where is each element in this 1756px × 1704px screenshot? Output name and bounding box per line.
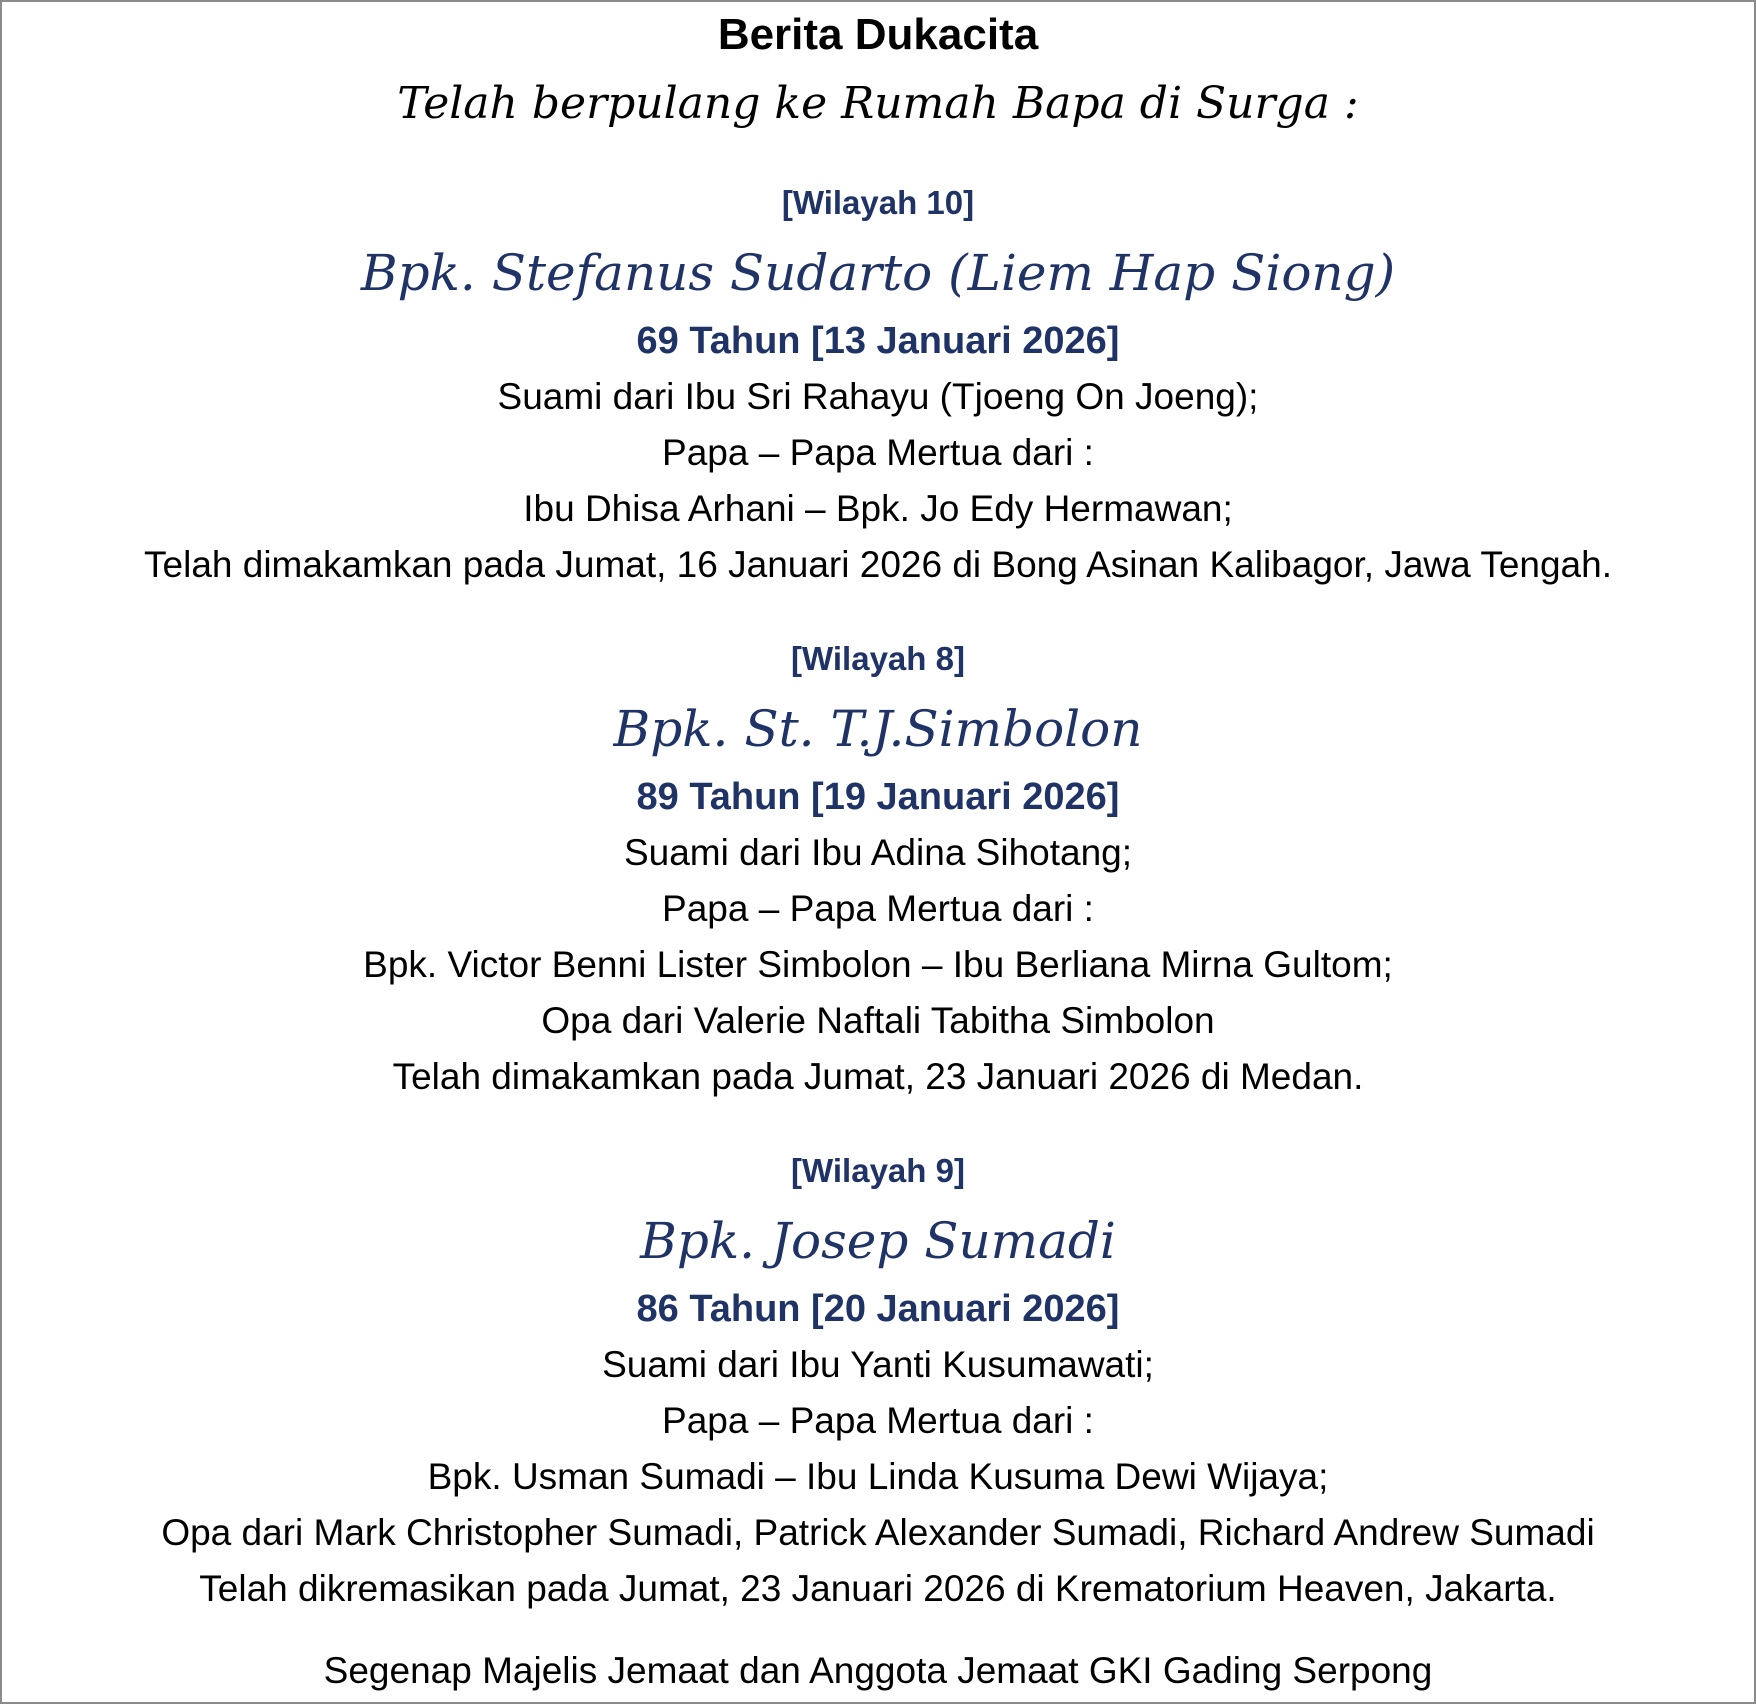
entry-line: Suami dari Ibu Adina Sihotang; bbox=[623, 832, 1133, 873]
notice-footer: Segenap Majelis Jemaat dan Anggota Jemaat GKI Gading Serpong bbox=[323, 1650, 1433, 1691]
entry-line: Bpk. Victor Benni Lister Simbolon – Ibu Berliana Mirna Gultom; bbox=[363, 944, 1393, 985]
entry-name: Bpk. St. T.J.Simbolon bbox=[613, 700, 1143, 758]
notice-subtitle: Telah berpulang ke Rumah Bapa di Surga : bbox=[397, 78, 1359, 129]
entry-line: Opa dari Mark Christopher Sumadi, Patrick Alexander Sumadi, Richard Andrew Sumadi bbox=[161, 1512, 1595, 1553]
entry-line: Papa – Papa Mertua dari : bbox=[662, 888, 1094, 929]
entry-line: Ibu Dhisa Arhani – Bpk. Jo Edy Hermawan; bbox=[523, 488, 1233, 529]
entry-line: Suami dari Ibu Sri Rahayu (Tjoeng On Joeng); bbox=[497, 376, 1259, 417]
entry-line: Telah dikremasikan pada Jumat, 23 Januari 2026 di Krematorium Heaven, Jakarta. bbox=[199, 1568, 1557, 1609]
entry-line: Telah dimakamkan pada Jumat, 23 Januari 2026 di Medan. bbox=[392, 1056, 1364, 1097]
entry-region: [Wilayah 10] bbox=[781, 184, 975, 221]
entry-line: Bpk. Usman Sumadi – Ibu Linda Kusuma Dewi Wijaya; bbox=[427, 1456, 1329, 1497]
entry-name: Bpk. Josep Sumadi bbox=[640, 1212, 1116, 1270]
entry-line: Papa – Papa Mertua dari : bbox=[662, 432, 1094, 473]
entry-age-date: 86 Tahun [20 Januari 2026] bbox=[636, 1288, 1120, 1330]
entry-region: [Wilayah 8] bbox=[791, 640, 965, 677]
entry-line: Telah dimakamkan pada Jumat, 16 Januari 2026 di Bong Asinan Kalibagor, Jawa Tengah. bbox=[144, 544, 1612, 585]
entry-age-date: 89 Tahun [19 Januari 2026] bbox=[636, 776, 1120, 818]
entry-line: Opa dari Valerie Naftali Tabitha Simbolon bbox=[541, 1000, 1215, 1041]
notice-title: Berita Dukacita bbox=[717, 10, 1039, 59]
entry-line: Suami dari Ibu Yanti Kusumawati; bbox=[602, 1344, 1154, 1385]
entry-age-date: 69 Tahun [13 Januari 2026] bbox=[636, 320, 1120, 362]
entry-region: [Wilayah 9] bbox=[791, 1152, 965, 1189]
entry-name: Bpk. Stefanus Sudarto (Liem Hap Siong) bbox=[360, 244, 1396, 302]
entry-line: Papa – Papa Mertua dari : bbox=[662, 1400, 1094, 1441]
